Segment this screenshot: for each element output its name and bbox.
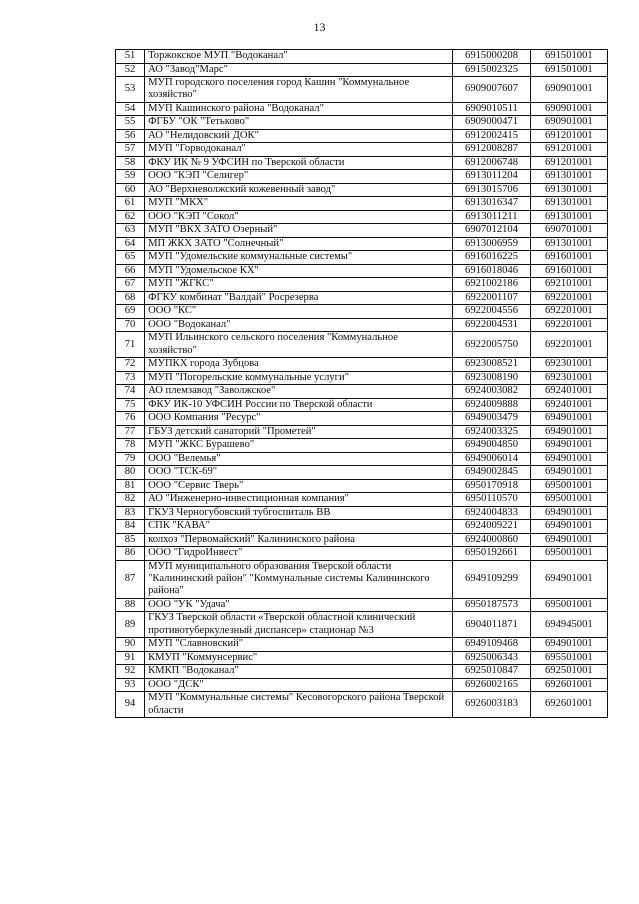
kpp-cell: 694901001 <box>530 466 607 480</box>
kpp-cell: 691601001 <box>530 264 607 278</box>
inn-cell: 6922004531 <box>453 318 530 332</box>
organization-name-cell: Торжокское МУП "Водоканал" <box>145 50 453 64</box>
row-number-cell: 74 <box>116 385 145 399</box>
organization-name-cell: ООО "ДСК" <box>145 678 453 692</box>
registry-table-body <box>116 50 608 718</box>
organization-name-cell: АО "Верхневолжский кожевенный завод" <box>145 183 453 197</box>
organization-name-cell: ГКУЗ Тверской области «Тверской областной клинический противотуберкулезный диспансер» стационар №3 <box>145 612 453 638</box>
row-number-cell: 94 <box>116 692 145 718</box>
inn-cell: 6926002165 <box>453 678 530 692</box>
row-number-cell: 65 <box>116 251 145 265</box>
row-number-cell: 78 <box>116 439 145 453</box>
organization-name-cell: ФКУ ИК-10 УФСИН России по Тверской области <box>145 398 453 412</box>
organization-name-cell: КМКП "Водоканал" <box>145 665 453 679</box>
row-number-cell: 67 <box>116 278 145 292</box>
organization-name-cell: ООО "УК "Удача" <box>145 598 453 612</box>
kpp-cell: 692601001 <box>530 692 607 718</box>
row-number-cell: 93 <box>116 678 145 692</box>
inn-cell: 6925006343 <box>453 651 530 665</box>
kpp-cell: 691301001 <box>530 183 607 197</box>
kpp-cell: 692201001 <box>530 318 607 332</box>
inn-cell: 6904011871 <box>453 612 530 638</box>
row-number-cell: 55 <box>116 116 145 130</box>
inn-cell: 6926003183 <box>453 692 530 718</box>
inn-cell: 6925010847 <box>453 665 530 679</box>
organization-name-cell: АО "Нелидовский ДОК" <box>145 129 453 143</box>
kpp-cell: 691301001 <box>530 170 607 184</box>
row-number-cell: 88 <box>116 598 145 612</box>
table-row <box>116 291 608 305</box>
kpp-cell: 692301001 <box>530 371 607 385</box>
row-number-cell: 64 <box>116 237 145 251</box>
table-row <box>116 156 608 170</box>
table-row <box>116 678 608 692</box>
table-row <box>116 183 608 197</box>
kpp-cell: 694901001 <box>530 439 607 453</box>
kpp-cell: 691501001 <box>530 63 607 77</box>
kpp-cell: 692401001 <box>530 385 607 399</box>
organization-name-cell: АО племзавод "Заволжское" <box>145 385 453 399</box>
row-number-cell: 51 <box>116 50 145 64</box>
row-number-cell: 79 <box>116 452 145 466</box>
inn-cell: 6909010511 <box>453 102 530 116</box>
table-row <box>116 398 608 412</box>
organization-name-cell: ООО "КЭП "Селигер" <box>145 170 453 184</box>
table-row <box>116 50 608 64</box>
row-number-cell: 73 <box>116 371 145 385</box>
row-number-cell: 56 <box>116 129 145 143</box>
kpp-cell: 694901001 <box>530 506 607 520</box>
kpp-cell: 691201001 <box>530 156 607 170</box>
organization-name-cell: МУП Ильинского сельского поселения "Коммунальное хозяйство" <box>145 332 453 358</box>
kpp-cell: 692301001 <box>530 358 607 372</box>
inn-cell: 6913011211 <box>453 210 530 224</box>
inn-cell: 6916016225 <box>453 251 530 265</box>
inn-cell: 6924000860 <box>453 533 530 547</box>
organization-name-cell: ООО "КЭП "Сокол" <box>145 210 453 224</box>
inn-cell: 6922004556 <box>453 305 530 319</box>
kpp-cell: 695001001 <box>530 493 607 507</box>
row-number-cell: 72 <box>116 358 145 372</box>
organization-name-cell: ООО "ТСК-69" <box>145 466 453 480</box>
row-number-cell: 60 <box>116 183 145 197</box>
table-row <box>116 116 608 130</box>
page-number: 13 <box>313 20 326 34</box>
row-number-cell: 82 <box>116 493 145 507</box>
table-row <box>116 412 608 426</box>
organization-name-cell: ООО "Водоканал" <box>145 318 453 332</box>
organization-name-cell: МУП Кашинского района "Водоканал" <box>145 102 453 116</box>
organization-name-cell: СПК "КАВА" <box>145 520 453 534</box>
organization-name-cell: ООО "Сервис Тверь" <box>145 479 453 493</box>
row-number-cell: 58 <box>116 156 145 170</box>
row-number-cell: 52 <box>116 63 145 77</box>
inn-cell: 6924003325 <box>453 425 530 439</box>
kpp-cell: 694901001 <box>530 560 607 598</box>
inn-cell: 6912002415 <box>453 129 530 143</box>
organization-name-cell: МУП "МКХ" <box>145 197 453 211</box>
organization-name-cell: ФГБУ "ОК "Тетьково" <box>145 116 453 130</box>
inn-cell: 6923008190 <box>453 371 530 385</box>
table-row <box>116 385 608 399</box>
kpp-cell: 691201001 <box>530 129 607 143</box>
row-number-cell: 87 <box>116 560 145 598</box>
organization-name-cell: АО "Инженерно-инвестиционная компания" <box>145 493 453 507</box>
kpp-cell: 695001001 <box>530 479 607 493</box>
organization-name-cell: МУП "Славновский" <box>145 638 453 652</box>
organization-name-cell: ФГКУ комбинат "Валдай" Росрезерва <box>145 291 453 305</box>
table-row <box>116 170 608 184</box>
row-number-cell: 75 <box>116 398 145 412</box>
table-row <box>116 493 608 507</box>
inn-cell: 6913015706 <box>453 183 530 197</box>
inn-cell: 6949003479 <box>453 412 530 426</box>
row-number-cell: 53 <box>116 77 145 103</box>
inn-cell: 6950170918 <box>453 479 530 493</box>
table-row <box>116 278 608 292</box>
row-number-cell: 59 <box>116 170 145 184</box>
row-number-cell: 84 <box>116 520 145 534</box>
table-row <box>116 358 608 372</box>
kpp-cell: 691601001 <box>530 251 607 265</box>
row-number-cell: 91 <box>116 651 145 665</box>
kpp-cell: 695501001 <box>530 651 607 665</box>
inn-cell: 6909007607 <box>453 77 530 103</box>
organization-name-cell: МУПКХ города Зубцова <box>145 358 453 372</box>
inn-cell: 6913016347 <box>453 197 530 211</box>
table-row <box>116 466 608 480</box>
row-number-cell: 71 <box>116 332 145 358</box>
table-row <box>116 264 608 278</box>
kpp-cell: 692501001 <box>530 665 607 679</box>
row-number-cell: 80 <box>116 466 145 480</box>
table-row <box>116 237 608 251</box>
organization-name-cell: ООО "Велемья" <box>145 452 453 466</box>
table-row <box>116 425 608 439</box>
inn-cell: 6922001107 <box>453 291 530 305</box>
row-number-cell: 76 <box>116 412 145 426</box>
row-number-cell: 54 <box>116 102 145 116</box>
row-number-cell: 90 <box>116 638 145 652</box>
kpp-cell: 690901001 <box>530 116 607 130</box>
table-row <box>116 452 608 466</box>
row-number-cell: 89 <box>116 612 145 638</box>
row-number-cell: 70 <box>116 318 145 332</box>
inn-cell: 6949109468 <box>453 638 530 652</box>
kpp-cell: 695001001 <box>530 547 607 561</box>
organization-name-cell: МУП "Погорельские коммунальные услуги" <box>145 371 453 385</box>
table-row <box>116 692 608 718</box>
table-row <box>116 612 608 638</box>
kpp-cell: 691301001 <box>530 197 607 211</box>
kpp-cell: 694901001 <box>530 452 607 466</box>
organization-name-cell: ГБУЗ детский санаторий "Прометей" <box>145 425 453 439</box>
table-row <box>116 598 608 612</box>
table-row <box>116 638 608 652</box>
table-row <box>116 143 608 157</box>
organization-name-cell: ФКУ ИК № 9 УФСИН по Тверской области <box>145 156 453 170</box>
row-number-cell: 85 <box>116 533 145 547</box>
table-row <box>116 210 608 224</box>
inn-cell: 6922005750 <box>453 332 530 358</box>
kpp-cell: 692401001 <box>530 398 607 412</box>
inn-cell: 6913006959 <box>453 237 530 251</box>
registry-table <box>115 49 608 718</box>
table-row <box>116 251 608 265</box>
inn-cell: 6915000208 <box>453 50 530 64</box>
organization-name-cell: МУП "Горводоканал" <box>145 143 453 157</box>
organization-name-cell: АО "Завод"Марс" <box>145 63 453 77</box>
kpp-cell: 692201001 <box>530 305 607 319</box>
inn-cell: 6949004850 <box>453 439 530 453</box>
organization-name-cell: МУП "Удомельские коммунальные системы" <box>145 251 453 265</box>
table-row <box>116 651 608 665</box>
table-row <box>116 102 608 116</box>
organization-name-cell: КМУП "Коммунсервис" <box>145 651 453 665</box>
table-row <box>116 332 608 358</box>
row-number-cell: 63 <box>116 224 145 238</box>
table-row <box>116 77 608 103</box>
kpp-cell: 694901001 <box>530 533 607 547</box>
kpp-cell: 694945001 <box>530 612 607 638</box>
organization-name-cell: ООО Компания "Ресурс" <box>145 412 453 426</box>
table-row <box>116 305 608 319</box>
inn-cell: 6949006014 <box>453 452 530 466</box>
kpp-cell: 691301001 <box>530 237 607 251</box>
kpp-cell: 691501001 <box>530 50 607 64</box>
organization-name-cell: МУП "ЖКС Бурашево" <box>145 439 453 453</box>
table-row <box>116 129 608 143</box>
kpp-cell: 694901001 <box>530 520 607 534</box>
kpp-cell: 695001001 <box>530 598 607 612</box>
row-number-cell: 86 <box>116 547 145 561</box>
inn-cell: 6949002845 <box>453 466 530 480</box>
row-number-cell: 83 <box>116 506 145 520</box>
table-row <box>116 560 608 598</box>
kpp-cell: 690901001 <box>530 102 607 116</box>
inn-cell: 6915002325 <box>453 63 530 77</box>
row-number-cell: 61 <box>116 197 145 211</box>
row-number-cell: 57 <box>116 143 145 157</box>
organization-name-cell: МУП "Удомельское КХ" <box>145 264 453 278</box>
kpp-cell: 691301001 <box>530 210 607 224</box>
inn-cell: 6950110570 <box>453 493 530 507</box>
inn-cell: 6924003082 <box>453 385 530 399</box>
organization-name-cell: МУП "ВКХ ЗАТО Озерный" <box>145 224 453 238</box>
inn-cell: 6912008287 <box>453 143 530 157</box>
row-number-cell: 69 <box>116 305 145 319</box>
table-row <box>116 63 608 77</box>
organization-name-cell: ООО "КС" <box>145 305 453 319</box>
kpp-cell: 692201001 <box>530 291 607 305</box>
inn-cell: 6924009221 <box>453 520 530 534</box>
inn-cell: 6912006748 <box>453 156 530 170</box>
table-row <box>116 439 608 453</box>
inn-cell: 6916018046 <box>453 264 530 278</box>
kpp-cell: 694901001 <box>530 412 607 426</box>
inn-cell: 6909000471 <box>453 116 530 130</box>
inn-cell: 6913011204 <box>453 170 530 184</box>
table-row <box>116 479 608 493</box>
kpp-cell: 694901001 <box>530 638 607 652</box>
inn-cell: 6924009888 <box>453 398 530 412</box>
organization-name-cell: ГКУЗ Черногубовский тубгоспиталь ВВ <box>145 506 453 520</box>
table-row <box>116 506 608 520</box>
inn-cell: 6907012104 <box>453 224 530 238</box>
table-row <box>116 371 608 385</box>
row-number-cell: 62 <box>116 210 145 224</box>
kpp-cell: 692201001 <box>530 332 607 358</box>
row-number-cell: 68 <box>116 291 145 305</box>
inn-cell: 6949109299 <box>453 560 530 598</box>
table-row <box>116 224 608 238</box>
inn-cell: 6924004833 <box>453 506 530 520</box>
inn-cell: 6950187573 <box>453 598 530 612</box>
kpp-cell: 692601001 <box>530 678 607 692</box>
table-row <box>116 318 608 332</box>
kpp-cell: 691201001 <box>530 143 607 157</box>
inn-cell: 6921002186 <box>453 278 530 292</box>
row-number-cell: 92 <box>116 665 145 679</box>
table-row <box>116 547 608 561</box>
row-number-cell: 77 <box>116 425 145 439</box>
organization-name-cell: ООО "ГидроИнвест" <box>145 547 453 561</box>
table-row <box>116 520 608 534</box>
organization-name-cell: МУП "ЖГКС" <box>145 278 453 292</box>
inn-cell: 6950192661 <box>453 547 530 561</box>
inn-cell: 6923008521 <box>453 358 530 372</box>
organization-name-cell: МУП муниципального образования Тверской области "Калининский район" "Коммунальные системы Калининского района" <box>145 560 453 598</box>
organization-name-cell: МУП "Коммунальные системы" Кесовогорского района Тверской области <box>145 692 453 718</box>
organization-name-cell: колхоз "Первомайский" Калининского района <box>145 533 453 547</box>
kpp-cell: 690901001 <box>530 77 607 103</box>
row-number-cell: 66 <box>116 264 145 278</box>
kpp-cell: 690701001 <box>530 224 607 238</box>
kpp-cell: 694901001 <box>530 425 607 439</box>
organization-name-cell: МУП городского поселения город Кашин "Коммунальное хозяйство" <box>145 77 453 103</box>
table-row <box>116 197 608 211</box>
row-number-cell: 81 <box>116 479 145 493</box>
table-row <box>116 533 608 547</box>
kpp-cell: 692101001 <box>530 278 607 292</box>
table-row <box>116 665 608 679</box>
organization-name-cell: МП ЖКХ ЗАТО "Солнечный" <box>145 237 453 251</box>
